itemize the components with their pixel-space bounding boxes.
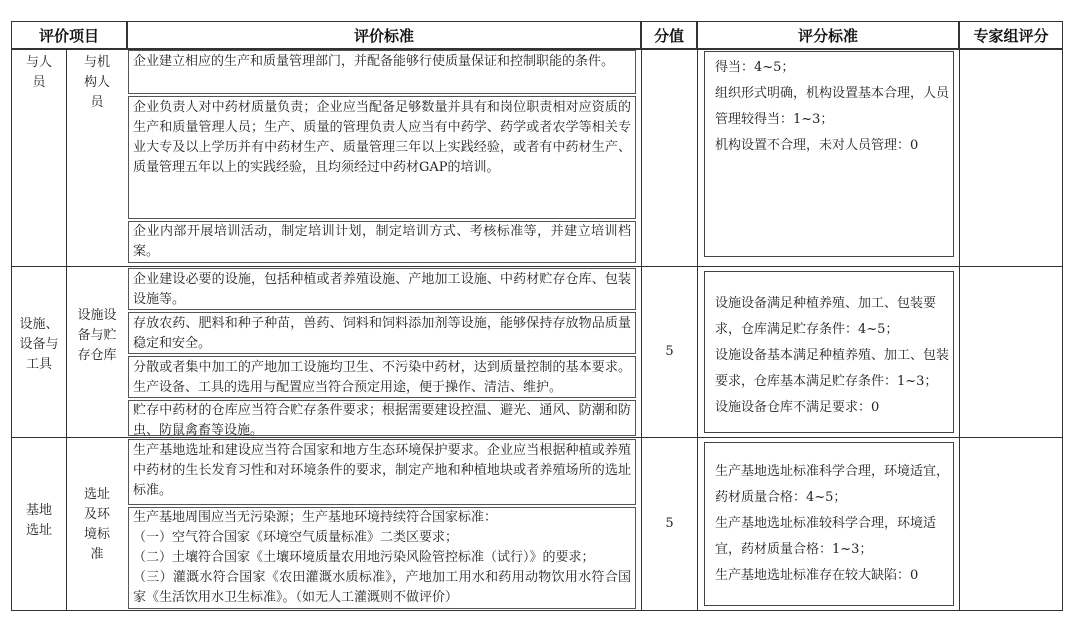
standard-item: 企业负责人对中药材质量负责；企业应当配备足够数量并具有和岗位职责相对应资质的生产和质量管理人员；生产、质量的管理负责人应当有中药学、药学或者农学等相关专业大专及以上学历并有中药材生产、质量管理三年以上实践经验，或者有中药材生产、质量管理五年以上的实践经验，且均须经过中药材GAP的培训。	[128, 96, 636, 219]
scoring-line: 组织形式明确，机构设置基本合理，人员管理较得当：1~3；	[715, 86, 950, 127]
scoring-line: 生产基地选址标准存在较大缺陷：0	[715, 568, 919, 583]
header-standard: 评价标准	[127, 21, 641, 50]
header-item: 评价项目	[11, 21, 127, 50]
points-cell	[642, 49, 697, 266]
col-divider	[697, 48, 698, 611]
subcategory-cell: 选址及环境标准	[83, 487, 110, 562]
scoring-line: 设施设备满足种植养殖、加工、包装要求，仓库满足贮存条件：4~5；	[715, 296, 937, 337]
standard-item: 企业内部开展培训活动，制定培训计划，制定培训方式、考核标准等，并建立培训档案。	[128, 221, 636, 263]
col-divider	[1062, 48, 1063, 611]
scoring-line: 设施设备基本满足种植养殖、加工、包装要求，仓库基本满足贮存条件：1~3；	[715, 348, 950, 389]
standard-item: 贮存中药材的仓库应当符合贮存条件要求；根据需要建设控温、避光、通风、防潮和防虫、防鼠禽畜等设施。	[128, 400, 636, 436]
row-divider	[11, 48, 1063, 49]
col-divider	[66, 48, 67, 611]
col-divider	[11, 48, 12, 611]
scoring-cell	[707, 459, 967, 589]
points-cell: 5	[665, 344, 674, 359]
header-points: 分值	[641, 21, 697, 50]
header-scoring: 评分标准	[697, 21, 959, 50]
scoring-cell	[707, 291, 967, 421]
standard-item: 生产基地周围应当无污染源；生产基地环境持续符合国家标准： （一）空气符合国家《环境空气质量标准》二类区要求； （二）土壤符合国家《土壤环境质量农用地污染风险管控标准（试行）》的要求； （三）灌溉水符合国家《农田灌溉水质标准》，产地加工用水和药用动物饮用水符合国家《生活饮用水卫生标准》。（如无人工灌溉则不做评价）	[128, 507, 636, 609]
scoring-line: 得当：4~5；	[715, 60, 795, 75]
row-divider	[11, 610, 1063, 611]
standard-item: 生产基地选址和建设应当符合国家和地方生态环境保护要求。企业应当根据种植或养殖中药材的生长发育习性和对环境条件的要求，制定产地和种植地块或者养殖场所的选址标准。	[128, 439, 636, 505]
scoring-line: 生产基地选址标准较科学合理，环境适宜，药材质量合格：1~3；	[715, 516, 937, 557]
scoring-line: 设施设备仓库不满足要求：0	[715, 400, 880, 415]
points-cell: 5	[665, 516, 674, 531]
scoring-line: 生产基地选址标准科学合理，环境适宜，药材质量合格：4~5；	[715, 464, 950, 505]
standard-item: 分散或者集中加工的产地加工设施均卫生、不污染中药材，达到质量控制的基本要求。生产设备、工具的选用与配置应当符合预定用途，便于操作、清洁、维护。	[128, 356, 636, 398]
header-expert: 专家组评分	[959, 21, 1063, 50]
subcategory-cell: 与机构人员	[83, 55, 110, 110]
category-cell: 设施、设备与工具	[19, 317, 59, 372]
evaluation-table	[11, 21, 1063, 611]
standard-item: 企业建立相应的生产和质量管理部门，并配备能够行使质量保证和控制职能的条件。	[128, 50, 636, 94]
category-cell: 与人员	[25, 55, 52, 90]
category-cell: 基地选址	[25, 503, 52, 538]
scoring-line: 机构设置不合理，未对人员管理：0	[715, 138, 919, 153]
standard-item: 企业建设必要的设施，包括种植或者养殖设施、产地加工设施、中药材贮存仓库、包装设施等。	[128, 268, 636, 310]
standard-item: 存放农药、肥料和种子种苗，兽药、饲料和饲料添加剂等设施，能够保持存放物品质量稳定和安全。	[128, 312, 636, 354]
scoring-cell	[707, 55, 967, 159]
subcategory-cell: 设施设备与贮存仓库	[77, 308, 117, 363]
standard-item	[128, 265, 636, 267]
